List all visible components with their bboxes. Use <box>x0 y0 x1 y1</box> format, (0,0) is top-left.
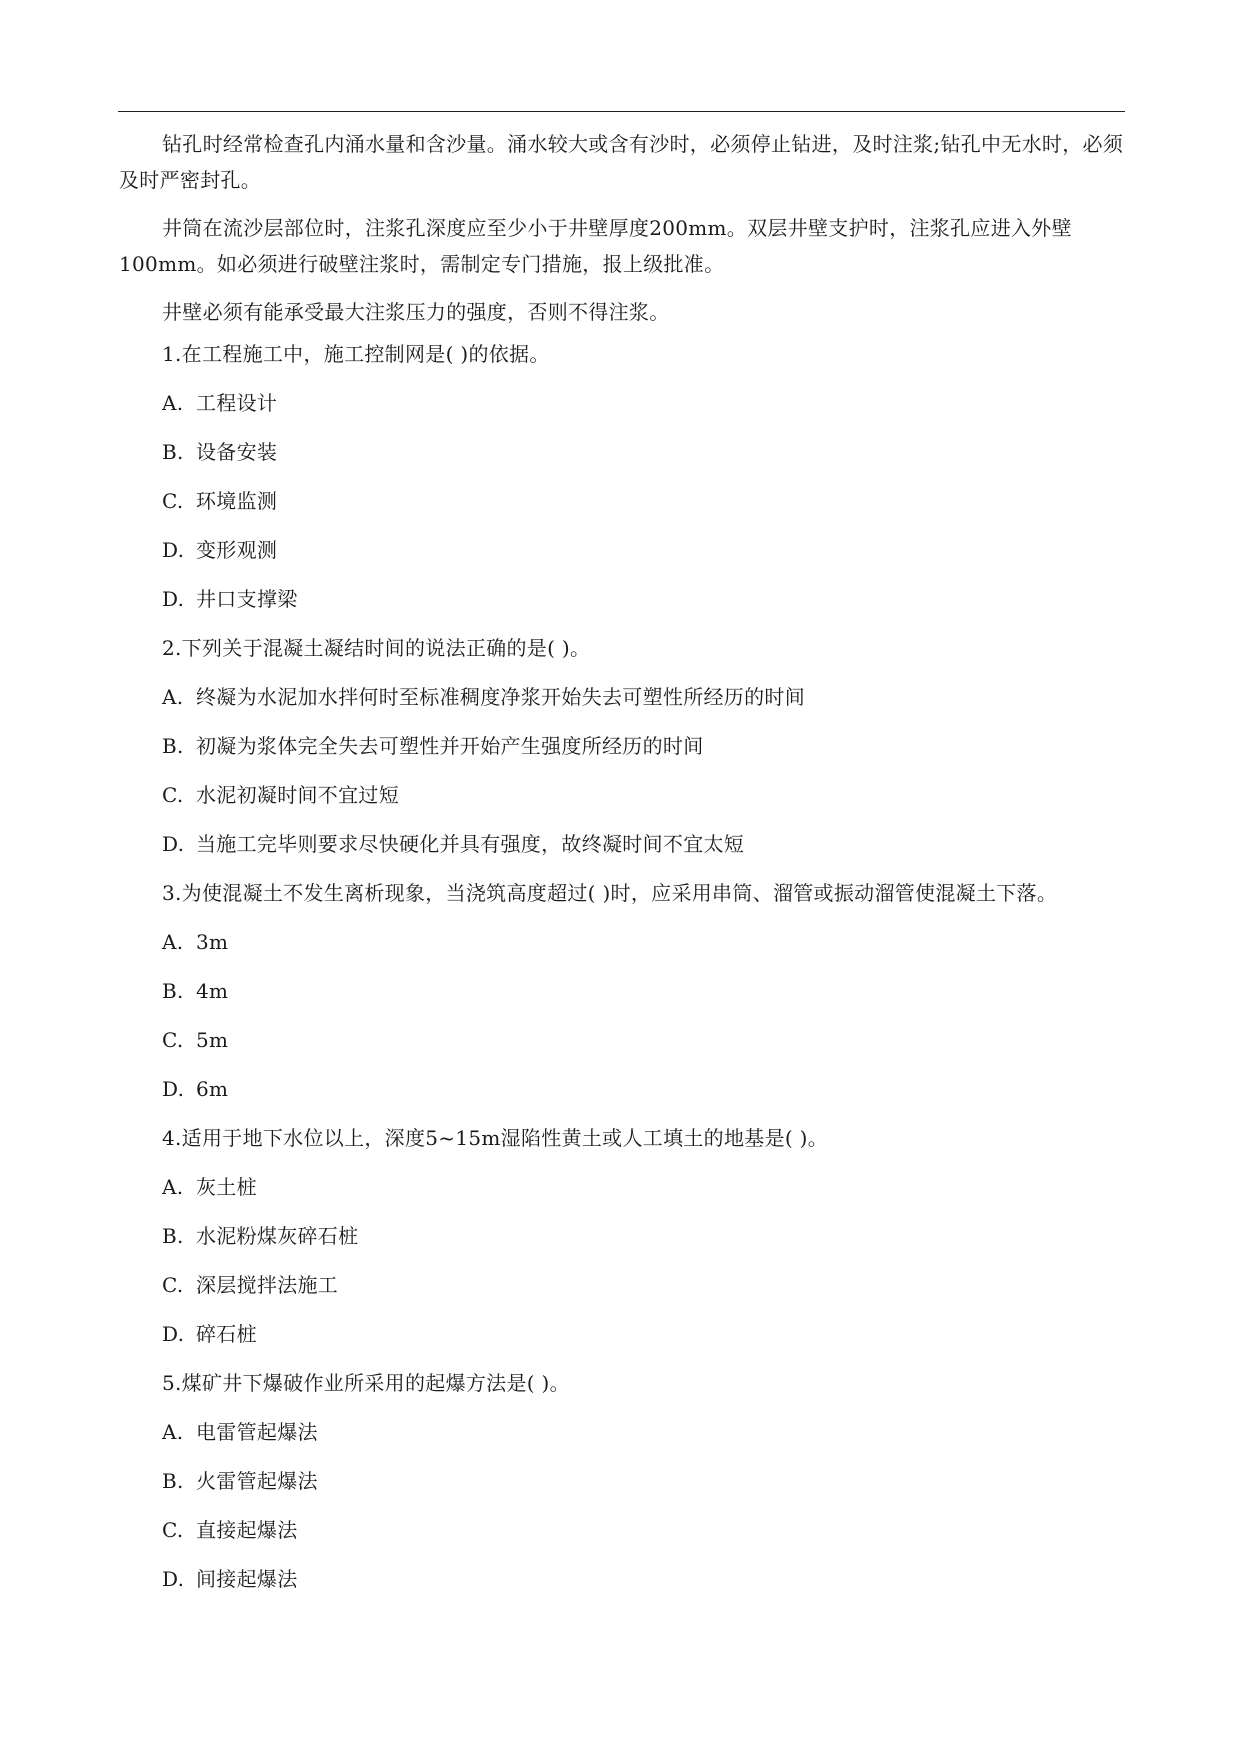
option <box>119 967 1125 1016</box>
option-text: 环境监测 <box>196 489 278 513</box>
option-letter: A. <box>162 1175 184 1199</box>
header-rule <box>118 111 1125 112</box>
question-text: 2.下列关于混凝土凝结时间的说法正确的是( )。 <box>162 636 591 660</box>
option-text: 终凝为水泥加水拌何时至标准稠度净浆开始失去可塑性所经历的时间 <box>196 685 805 709</box>
option <box>119 1506 1125 1555</box>
document-body <box>119 126 1125 1604</box>
option-text: 5m <box>196 1028 229 1052</box>
option <box>119 771 1125 820</box>
option-text: 火雷管起爆法 <box>196 1469 318 1493</box>
option <box>119 1065 1125 1114</box>
option-letter: C. <box>162 1518 184 1542</box>
option-letter: C. <box>162 783 184 807</box>
question-1 <box>119 330 1125 624</box>
option <box>119 1457 1125 1506</box>
option <box>119 722 1125 771</box>
option-text: 水泥粉煤灰碎石桩 <box>196 1224 359 1248</box>
option-letter: B. <box>162 1469 184 1493</box>
option-text: 间接起爆法 <box>196 1567 298 1591</box>
question-5 <box>119 1359 1125 1604</box>
option <box>119 1212 1125 1261</box>
option <box>119 1555 1125 1604</box>
option <box>119 673 1125 722</box>
option <box>119 820 1125 869</box>
question-4 <box>119 1114 1125 1359</box>
option <box>119 1016 1125 1065</box>
option-text: 直接起爆法 <box>196 1518 298 1542</box>
question-text: 4.适用于地下水位以上，深度5~15m湿陷性黄土或人工填土的地基是( )。 <box>162 1126 829 1150</box>
option-letter: C. <box>162 1273 184 1297</box>
option <box>119 918 1125 967</box>
option-letter: D. <box>162 1567 185 1591</box>
question-3 <box>119 869 1125 1114</box>
question-text: 1.在工程施工中，施工控制网是( )的依据。 <box>162 342 550 366</box>
paragraph-drilling: 钻孔时经常检查孔内涌水量和含沙量。涌水较大或含有沙时，必须停止钻进，及时注浆;钻孔中无水时，必须及时严密封孔。 <box>119 132 1124 192</box>
option-text: 变形观测 <box>196 538 278 562</box>
option <box>119 1261 1125 1310</box>
question-2 <box>119 624 1125 869</box>
option <box>119 379 1125 428</box>
option-letter: D. <box>162 1077 185 1101</box>
paragraph-quicksand: 井筒在流沙层部位时，注浆孔深度应至少小于井壁厚度200mm。双层井壁支护时，注浆孔应进入外壁100mm。如必须进行破壁注浆时，需制定专门措施，报上级批准。 <box>119 216 1072 276</box>
paragraph-wall-strength: 井壁必须有能承受最大注浆压力的强度，否则不得注浆。 <box>162 300 670 324</box>
option <box>119 1310 1125 1359</box>
option-text: 当施工完毕则要求尽快硬化并具有强度，故终凝时间不宜太短 <box>196 832 745 856</box>
option-letter: C. <box>162 489 184 513</box>
option-letter: D. <box>162 587 185 611</box>
option-letter: B. <box>162 1224 184 1248</box>
option-letter: B. <box>162 979 184 1003</box>
option <box>119 1408 1125 1457</box>
option <box>119 526 1125 575</box>
question-text: 5.煤矿井下爆破作业所采用的起爆方法是( )。 <box>162 1371 570 1395</box>
option-text: 碎石桩 <box>196 1322 257 1346</box>
option-text: 电雷管起爆法 <box>196 1420 318 1444</box>
option-letter: A. <box>162 930 184 954</box>
option-letter: B. <box>162 734 184 758</box>
option-text: 设备安装 <box>196 440 278 464</box>
option-letter: A. <box>162 391 184 415</box>
option-text: 3m <box>196 930 229 954</box>
option-letter: D. <box>162 832 185 856</box>
option <box>119 477 1125 526</box>
option <box>119 428 1125 477</box>
option-text: 灰土桩 <box>196 1175 257 1199</box>
option-text: 水泥初凝时间不宜过短 <box>196 783 399 807</box>
option <box>119 1163 1125 1212</box>
option-text: 深层搅拌法施工 <box>196 1273 339 1297</box>
option-text: 4m <box>196 979 229 1003</box>
option-text: 井口支撑梁 <box>196 587 298 611</box>
option-letter: D. <box>162 1322 185 1346</box>
option-text: 初凝为浆体完全失去可塑性并开始产生强度所经历的时间 <box>196 734 704 758</box>
option-text: 工程设计 <box>196 391 278 415</box>
option-letter: A. <box>162 1420 184 1444</box>
question-text: 3.为使混凝土不发生离析现象，当浇筑高度超过( )时，应采用串筒、溜管或振动溜管使混凝土下落。 <box>162 881 1058 905</box>
option-letter: D. <box>162 538 185 562</box>
option-text: 6m <box>196 1077 229 1101</box>
option <box>119 575 1125 624</box>
option-letter: C. <box>162 1028 184 1052</box>
option-letter: A. <box>162 685 184 709</box>
option-letter: B. <box>162 440 184 464</box>
